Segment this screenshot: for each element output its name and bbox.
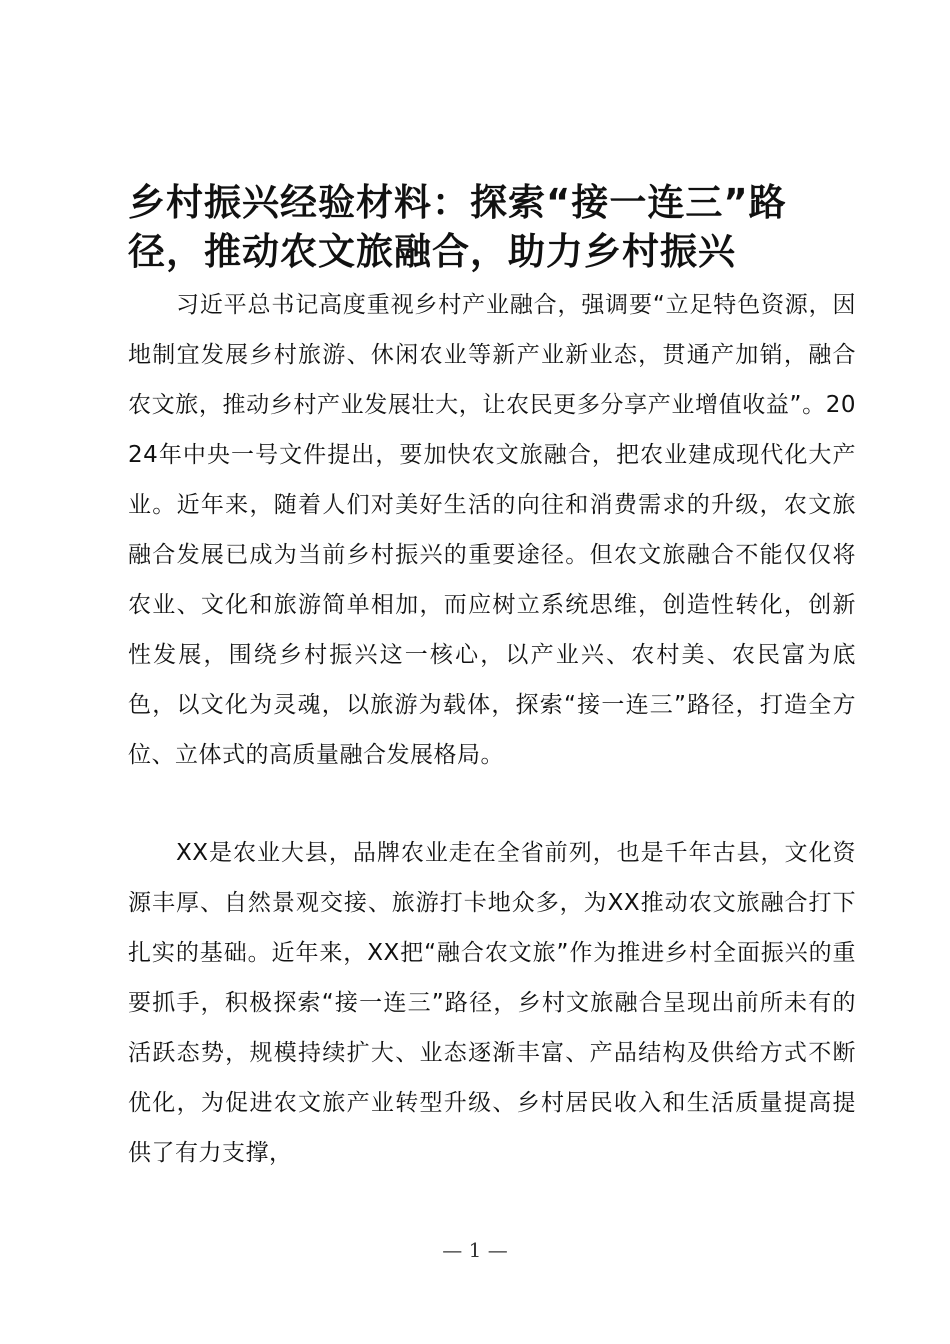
body-paragraph-2: XX是农业大县，品牌农业走在全省前列，也是千年古县，文化资源丰厚、自然景观交接、旅游打卡地众多，为XX推动农文旅融合打下扎实的基础。近年来，XX把“融合农文旅”作为推进乡村全面振兴的重要抓手，积极探索“接一连三”路径，乡村文旅融合呈现出前所未有的活跃态势，规模持续扩大、业态逐渐丰富、产品结构及供给方式不断优化，为促进农文旅产业转型升级、乡村居民收入和生活质量提高提供了有力支撑， [128,840,856,1166]
page-number: — 1 — [442,1238,508,1262]
document-title: 乡村振兴经验材料：探索“接一连三”路径，推动农文旅融合，助力乡村振兴 [128,181,787,273]
body-paragraph-1: 习近平总书记高度重视乡村产业融合，强调要“立足特色资源，因地制宜发展乡村旅游、休闲农业等新产业新业态，贯通产加销，融合农文旅，推动乡村产业发展壮大，让农民更多分享产业增值收益”。2024年中央一号文件提出，要加快农文旅融合，把农业建成现代化大产业。近年来，随着人们对美好生活的向往和消费需求的升级，农文旅融合发展已成为当前乡村振兴的重要途径。但农文旅融合不能仅仅将农业、文化和旅游简单相加，而应树立系统思维，创造性转化，创新性发展，围绕乡村振兴这一核心，以产业兴、农村美、农民富为底色，以文化为灵魂，以旅游为载体，探索“接一连三”路径，打造全方位、立体式的高质量融合发展格局。 [128,292,856,768]
